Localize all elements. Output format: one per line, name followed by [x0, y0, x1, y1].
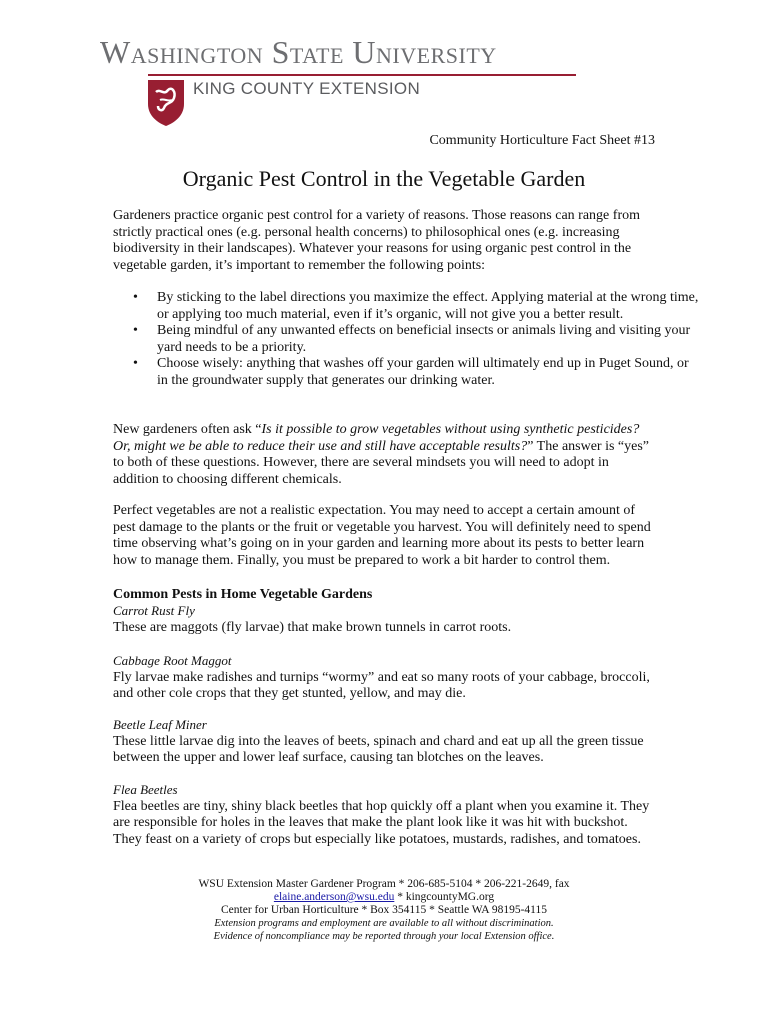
- question-answer: ” The answer is “yes” to both of these questions. However, there are several mindsets you will need to adopt in addition to choosing different chemicals.: [113, 438, 650, 487]
- footer-nondiscrimination: Extension programs and employment are available to all without discrimination.: [214, 918, 554, 929]
- pest-name: Beetle Leaf Miner: [113, 717, 207, 732]
- university-name: Washington State University: [100, 34, 497, 70]
- footer-website: * kingcountyMG.org: [394, 891, 495, 903]
- list-item: • By sticking to the label directions you maximize the effect. Applying material at the wrong time, or applying too much material, even if it’s organic, will not give you a better result.: [157, 290, 702, 323]
- pest-description: Flea beetles are tiny, shiny black beetles that hop quickly off a plant when you examine it. They are responsible for holes in the leaves that make the plant look like it was hit with buckshot. They feast on a variety of crops but especially like potatoes, mustards, radishes, and tomatoes.: [113, 798, 650, 847]
- pest-description: These are maggots (fly larvae) that make brown tunnels in carrot roots.: [113, 619, 512, 635]
- key-points-list: [113, 290, 702, 389]
- question-text: Is it possible to grow vegetables without using synthetic pesticides? Or, might we be able to reduce their use and still have acceptable results?: [113, 422, 640, 454]
- footer-noncompliance: Evidence of noncompliance may be reported through your local Extension office.: [213, 931, 555, 942]
- extension-name: KING COUNTY EXTENSION: [193, 79, 421, 98]
- pest-entry: [113, 653, 658, 703]
- pest-description: These little larvae dig into the leaves of beets, spinach and chard and eat up all the green tissue between the upper and lower leaf surface, causing tan blotches on the leaves.: [113, 733, 644, 765]
- question-paragraph: [113, 422, 658, 488]
- expectations-paragraph: Perfect vegetables are not a realistic expectation. You may need to accept a certain amount of pest damage to the plants or the fruit or vegetable you harvest. You will definitely need to spend time observing what’s going on in your garden and learning more about its pests to better learn how to manage them. Finally, you must be prepared to work a bit harder to control them.: [113, 503, 651, 568]
- intro-paragraph: Gardeners practice organic pest control for a variety of reasons. Those reasons can range from strictly practical ones (e.g. personal health concerns) to philosophical ones (e.g. increasing biodiversity in their landscapes). Whatever your reasons for using organic pest control in the vegetable garden, it’s important to remember the following points:: [113, 208, 640, 273]
- fact-sheet-label: Community Horticulture Fact Sheet #13: [429, 133, 655, 148]
- pest-entry: [113, 782, 658, 848]
- pest-description: Fly larvae make radishes and turnips “wormy” and eat so many roots of your cabbage, broccoli, and other cole crops that they get stunted, yellow, and may die.: [113, 669, 650, 701]
- pest-name: Flea Beetles: [113, 782, 178, 797]
- pest-name: Carrot Rust Fly: [113, 603, 195, 618]
- footer: [0, 878, 768, 943]
- pest-entry: [113, 603, 658, 636]
- footer-address-line: Center for Urban Horticulture * Box 354115 * Seattle WA 98195-4115: [221, 904, 547, 916]
- section-heading: Common Pests in Home Vegetable Gardens: [113, 587, 373, 602]
- wsu-cougar-shield-icon: [146, 78, 186, 128]
- footer-contact-line: WSU Extension Master Gardener Program * 206-685-5104 * 206-221-2649, fax: [198, 878, 570, 890]
- list-item: • Being mindful of any unwanted effects on beneficial insects or animals living and visiting your yard needs to be a priority.: [157, 323, 702, 356]
- page-title: Organic Pest Control in the Vegetable Garden: [182, 166, 586, 191]
- pest-entry: [113, 717, 658, 767]
- header-rule: [148, 74, 576, 76]
- pest-name: Cabbage Root Maggot: [113, 653, 232, 668]
- question-lead: New gardeners often ask “: [113, 422, 262, 437]
- list-item: • Choose wisely: anything that washes off your garden will ultimately end up in Puget Sound, or in the groundwater supply that generates our drinking water.: [157, 356, 702, 389]
- footer-email-line: [0, 891, 768, 904]
- email-link[interactable]: elaine.anderson@wsu.edu: [273, 891, 395, 903]
